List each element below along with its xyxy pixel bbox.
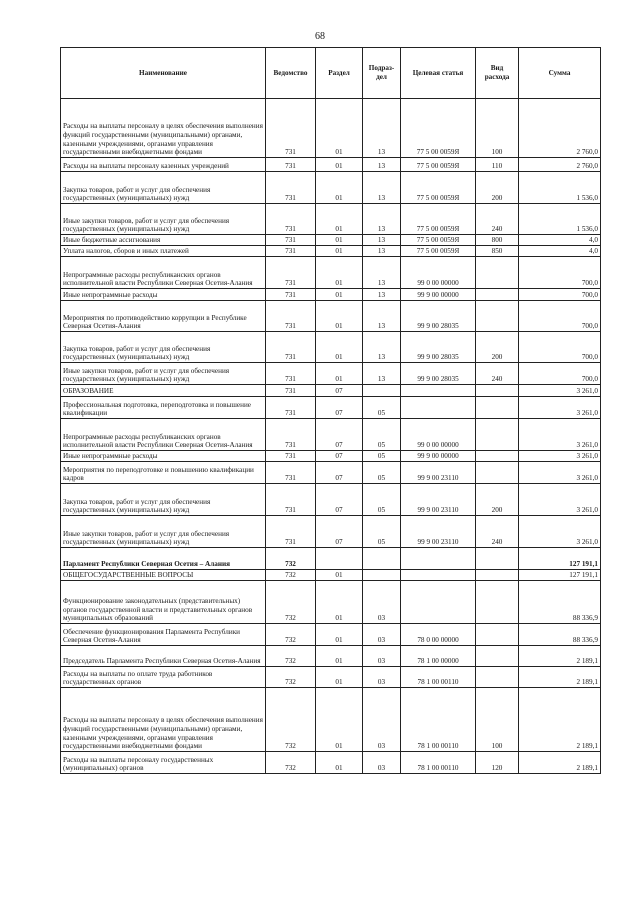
row-department: 732 bbox=[266, 752, 316, 774]
row-expense-type bbox=[476, 397, 519, 419]
table-row bbox=[61, 397, 601, 419]
row-amount: 127 191,1 bbox=[519, 548, 601, 570]
header-section: Раздел bbox=[316, 48, 363, 99]
header-amount: Сумма bbox=[519, 48, 601, 99]
row-name: Расходы на выплаты персоналу государственных (муниципальных) органов bbox=[61, 752, 266, 774]
row-subsection bbox=[363, 570, 401, 581]
row-expense-type: 240 bbox=[476, 363, 519, 385]
row-department: 731 bbox=[266, 257, 316, 289]
row-target-article: 99 0 00 00000 bbox=[401, 257, 476, 289]
row-section: 01 bbox=[316, 363, 363, 385]
row-section: 01 bbox=[316, 570, 363, 581]
row-subsection: 13 bbox=[363, 363, 401, 385]
row-subsection: 05 bbox=[363, 451, 401, 462]
row-subsection: 03 bbox=[363, 752, 401, 774]
table-row bbox=[61, 646, 601, 667]
row-amount: 1 536,0 bbox=[519, 204, 601, 235]
row-department: 731 bbox=[266, 363, 316, 385]
row-subsection: 13 bbox=[363, 257, 401, 289]
table-row bbox=[61, 570, 601, 581]
row-target-article: 77 5 00 0059Я bbox=[401, 235, 476, 246]
row-expense-type: 110 bbox=[476, 158, 519, 172]
row-name: Иные закупки товаров, работ и услуг для обеспечения государственных (муниципальных) нужд bbox=[61, 204, 266, 235]
row-amount: 4,0 bbox=[519, 235, 601, 246]
row-section: 01 bbox=[316, 688, 363, 752]
row-target-article: 77 5 00 0059Я bbox=[401, 172, 476, 204]
row-target-article: 99 9 00 28035 bbox=[401, 301, 476, 332]
row-target-article bbox=[401, 581, 476, 624]
row-department: 731 bbox=[266, 246, 316, 257]
table-row bbox=[61, 172, 601, 204]
row-name: Непрограммные расходы республиканских органов исполнительной власти Республики Северная Осетия-Алания bbox=[61, 257, 266, 289]
row-target-article: 77 5 00 0059Я bbox=[401, 204, 476, 235]
row-target-article: 78 0 00 00000 bbox=[401, 624, 476, 646]
row-department: 731 bbox=[266, 462, 316, 484]
row-department: 732 bbox=[266, 624, 316, 646]
row-target-article: 99 9 00 28035 bbox=[401, 363, 476, 385]
row-section: 01 bbox=[316, 257, 363, 289]
row-subsection: 05 bbox=[363, 462, 401, 484]
row-amount: 700,0 bbox=[519, 332, 601, 363]
row-amount: 88 336,9 bbox=[519, 624, 601, 646]
row-department: 732 bbox=[266, 667, 316, 688]
row-subsection: 03 bbox=[363, 646, 401, 667]
row-section bbox=[316, 548, 363, 570]
row-subsection: 05 bbox=[363, 419, 401, 451]
row-name: Уплата налогов, сборов и иных платежей bbox=[61, 246, 266, 257]
row-amount: 2 760,0 bbox=[519, 99, 601, 158]
row-section: 01 bbox=[316, 581, 363, 624]
row-subsection: 13 bbox=[363, 172, 401, 204]
row-subsection: 03 bbox=[363, 624, 401, 646]
table-row bbox=[61, 484, 601, 516]
row-expense-type bbox=[476, 570, 519, 581]
row-expense-type bbox=[476, 548, 519, 570]
row-target-article: 99 0 00 00000 bbox=[401, 419, 476, 451]
row-section: 07 bbox=[316, 385, 363, 397]
row-name: Председатель Парламента Республики Северная Осетия-Алания bbox=[61, 646, 266, 667]
row-amount: 3 261,0 bbox=[519, 451, 601, 462]
row-target-article: 99 9 00 23110 bbox=[401, 484, 476, 516]
row-amount: 2 189,1 bbox=[519, 646, 601, 667]
table-row bbox=[61, 548, 601, 570]
row-department: 731 bbox=[266, 397, 316, 419]
row-target-article: 77 5 00 0059Я bbox=[401, 99, 476, 158]
row-subsection: 05 bbox=[363, 484, 401, 516]
table-row bbox=[61, 688, 601, 752]
row-department: 731 bbox=[266, 332, 316, 363]
table-row bbox=[61, 301, 601, 332]
table-row bbox=[61, 385, 601, 397]
table-row bbox=[61, 667, 601, 688]
row-expense-type: 100 bbox=[476, 99, 519, 158]
row-section: 07 bbox=[316, 397, 363, 419]
row-subsection: 05 bbox=[363, 516, 401, 548]
row-department: 731 bbox=[266, 419, 316, 451]
row-department: 731 bbox=[266, 158, 316, 172]
budget-table bbox=[60, 47, 601, 774]
row-name: Иные бюджетные ассигнования bbox=[61, 235, 266, 246]
row-target-article bbox=[401, 397, 476, 419]
row-section: 01 bbox=[316, 332, 363, 363]
table-row bbox=[61, 99, 601, 158]
row-expense-type: 100 bbox=[476, 688, 519, 752]
row-department: 731 bbox=[266, 451, 316, 462]
row-subsection bbox=[363, 385, 401, 397]
row-amount: 3 261,0 bbox=[519, 419, 601, 451]
row-name: Расходы на выплаты персоналу казенных учреждений bbox=[61, 158, 266, 172]
row-name: Обеспечение функционирования Парламента Республики Северная Осетия-Алания bbox=[61, 624, 266, 646]
row-amount: 2 189,1 bbox=[519, 752, 601, 774]
row-name: Мероприятия по противодействию коррупции в Республике Северная Осетия-Алания bbox=[61, 301, 266, 332]
row-section: 01 bbox=[316, 204, 363, 235]
row-expense-type: 200 bbox=[476, 484, 519, 516]
row-name: Иные непрограммные расходы bbox=[61, 289, 266, 301]
row-amount: 2 189,1 bbox=[519, 688, 601, 752]
table-row bbox=[61, 235, 601, 246]
table-row bbox=[61, 158, 601, 172]
row-name: Закупка товаров, работ и услуг для обеспечения государственных (муниципальных) нужд bbox=[61, 484, 266, 516]
row-expense-type: 850 bbox=[476, 246, 519, 257]
row-expense-type bbox=[476, 462, 519, 484]
row-subsection: 13 bbox=[363, 158, 401, 172]
header-subsection: Подраз-дел bbox=[363, 48, 401, 99]
row-subsection bbox=[363, 548, 401, 570]
row-subsection: 13 bbox=[363, 246, 401, 257]
row-expense-type: 200 bbox=[476, 172, 519, 204]
row-expense-type bbox=[476, 581, 519, 624]
table-row bbox=[61, 332, 601, 363]
row-amount: 1 536,0 bbox=[519, 172, 601, 204]
row-amount: 3 261,0 bbox=[519, 484, 601, 516]
row-department: 731 bbox=[266, 99, 316, 158]
row-subsection: 03 bbox=[363, 667, 401, 688]
row-department: 732 bbox=[266, 581, 316, 624]
table-header-row bbox=[61, 48, 601, 99]
row-department: 731 bbox=[266, 301, 316, 332]
row-section: 07 bbox=[316, 419, 363, 451]
row-amount: 3 261,0 bbox=[519, 462, 601, 484]
table-row bbox=[61, 516, 601, 548]
table-body bbox=[61, 99, 601, 774]
table-row bbox=[61, 624, 601, 646]
row-name: Мероприятия по переподготовке и повышению квалификации кадров bbox=[61, 462, 266, 484]
row-name: Иные непрограммные расходы bbox=[61, 451, 266, 462]
row-target-article: 99 9 00 23110 bbox=[401, 462, 476, 484]
table-row bbox=[61, 419, 601, 451]
row-section: 07 bbox=[316, 451, 363, 462]
row-section: 01 bbox=[316, 158, 363, 172]
row-section: 01 bbox=[316, 624, 363, 646]
row-name: Иные закупки товаров, работ и услуг для обеспечения государственных (муниципальных) нужд bbox=[61, 363, 266, 385]
row-subsection: 03 bbox=[363, 688, 401, 752]
row-section: 01 bbox=[316, 301, 363, 332]
row-amount: 700,0 bbox=[519, 289, 601, 301]
row-expense-type bbox=[476, 451, 519, 462]
table-row bbox=[61, 462, 601, 484]
row-expense-type bbox=[476, 646, 519, 667]
row-name: Расходы на выплаты персоналу в целях обеспечения выполнения функций государственными (муниципальными) органами, казенными учреждениями, органами управления государственными внебюджетными фондами bbox=[61, 99, 266, 158]
table-row bbox=[61, 246, 601, 257]
row-amount: 88 336,9 bbox=[519, 581, 601, 624]
row-subsection: 13 bbox=[363, 204, 401, 235]
row-expense-type bbox=[476, 667, 519, 688]
page-number: 68 bbox=[315, 31, 325, 42]
row-section: 01 bbox=[316, 99, 363, 158]
row-target-article: 99 9 00 00000 bbox=[401, 289, 476, 301]
row-subsection: 13 bbox=[363, 235, 401, 246]
row-amount: 700,0 bbox=[519, 301, 601, 332]
row-department: 731 bbox=[266, 235, 316, 246]
row-expense-type: 240 bbox=[476, 516, 519, 548]
row-subsection: 03 bbox=[363, 581, 401, 624]
row-department: 731 bbox=[266, 385, 316, 397]
row-expense-type bbox=[476, 624, 519, 646]
row-amount: 3 261,0 bbox=[519, 516, 601, 548]
row-name: ОБЩЕГОСУДАРСТВЕННЫЕ ВОПРОСЫ bbox=[61, 570, 266, 581]
row-target-article: 99 9 00 00000 bbox=[401, 451, 476, 462]
row-department: 731 bbox=[266, 484, 316, 516]
row-target-article: 77 5 00 0059Я bbox=[401, 246, 476, 257]
row-expense-type bbox=[476, 385, 519, 397]
row-expense-type: 120 bbox=[476, 752, 519, 774]
row-subsection: 13 bbox=[363, 332, 401, 363]
row-target-article bbox=[401, 570, 476, 581]
table-row bbox=[61, 289, 601, 301]
row-department: 732 bbox=[266, 570, 316, 581]
row-section: 07 bbox=[316, 484, 363, 516]
row-section: 07 bbox=[316, 516, 363, 548]
row-target-article: 77 5 00 0059Я bbox=[401, 158, 476, 172]
row-name: Закупка товаров, работ и услуг для обеспечения государственных (муниципальных) нужд bbox=[61, 172, 266, 204]
row-amount: 3 261,0 bbox=[519, 385, 601, 397]
row-subsection: 13 bbox=[363, 301, 401, 332]
row-section: 01 bbox=[316, 667, 363, 688]
row-target-article: 78 1 00 00110 bbox=[401, 667, 476, 688]
row-expense-type: 240 bbox=[476, 204, 519, 235]
row-section: 01 bbox=[316, 289, 363, 301]
row-name: Профессиональная подготовка, переподготовка и повышение квалификации bbox=[61, 397, 266, 419]
row-amount: 2 760,0 bbox=[519, 158, 601, 172]
header-target-article: Целевая статья bbox=[401, 48, 476, 99]
row-expense-type bbox=[476, 289, 519, 301]
row-section: 01 bbox=[316, 752, 363, 774]
row-target-article: 78 1 00 00110 bbox=[401, 688, 476, 752]
row-subsection: 05 bbox=[363, 397, 401, 419]
row-name: Иные закупки товаров, работ и услуг для обеспечения государственных (муниципальных) нужд bbox=[61, 516, 266, 548]
row-name: ОБРАЗОВАНИЕ bbox=[61, 385, 266, 397]
row-department: 731 bbox=[266, 516, 316, 548]
table-row bbox=[61, 257, 601, 289]
row-target-article: 78 1 00 00110 bbox=[401, 752, 476, 774]
row-expense-type bbox=[476, 301, 519, 332]
row-target-article: 78 1 00 00000 bbox=[401, 646, 476, 667]
row-section: 01 bbox=[316, 172, 363, 204]
row-name: Непрограммные расходы республиканских органов исполнительной власти Республики Северная Осетия-Алания bbox=[61, 419, 266, 451]
row-section: 07 bbox=[316, 462, 363, 484]
header-department: Ведомство bbox=[266, 48, 316, 99]
header-name: Наименование bbox=[61, 48, 266, 99]
row-subsection: 13 bbox=[363, 99, 401, 158]
row-subsection: 13 bbox=[363, 289, 401, 301]
row-target-article: 99 9 00 28035 bbox=[401, 332, 476, 363]
row-expense-type: 200 bbox=[476, 332, 519, 363]
row-name: Закупка товаров, работ и услуг для обеспечения государственных (муниципальных) нужд bbox=[61, 332, 266, 363]
row-target-article bbox=[401, 385, 476, 397]
row-name: Парламент Республики Северная Осетия – Алания bbox=[61, 548, 266, 570]
row-department: 732 bbox=[266, 646, 316, 667]
row-department: 732 bbox=[266, 688, 316, 752]
table-row bbox=[61, 363, 601, 385]
header-expense-type: Вид расхода bbox=[476, 48, 519, 99]
row-department: 732 bbox=[266, 548, 316, 570]
row-section: 01 bbox=[316, 646, 363, 667]
row-expense-type bbox=[476, 257, 519, 289]
row-name: Расходы на выплаты персоналу в целях обеспечения выполнения функций государственными (муниципальными) органами, казенными учреждениями, органами управления государственными внебюджетными фондами bbox=[61, 688, 266, 752]
row-department: 731 bbox=[266, 289, 316, 301]
row-section: 01 bbox=[316, 246, 363, 257]
row-expense-type bbox=[476, 419, 519, 451]
row-expense-type: 800 bbox=[476, 235, 519, 246]
row-amount: 700,0 bbox=[519, 363, 601, 385]
table-row bbox=[61, 752, 601, 774]
table-row bbox=[61, 581, 601, 624]
row-amount: 4,0 bbox=[519, 246, 601, 257]
table-row bbox=[61, 204, 601, 235]
row-target-article bbox=[401, 548, 476, 570]
row-section: 01 bbox=[316, 235, 363, 246]
row-amount: 2 189,1 bbox=[519, 667, 601, 688]
table-row bbox=[61, 451, 601, 462]
row-name: Функционирование законодательных (представительных) органов государственной власти и представительных органов муниципальных образований bbox=[61, 581, 266, 624]
row-amount: 3 261,0 bbox=[519, 397, 601, 419]
row-department: 731 bbox=[266, 172, 316, 204]
row-name: Расходы на выплаты по оплате труда работников государственных органов bbox=[61, 667, 266, 688]
row-target-article: 99 9 00 23110 bbox=[401, 516, 476, 548]
row-amount: 700,0 bbox=[519, 257, 601, 289]
row-department: 731 bbox=[266, 204, 316, 235]
row-amount: 127 191,1 bbox=[519, 570, 601, 581]
